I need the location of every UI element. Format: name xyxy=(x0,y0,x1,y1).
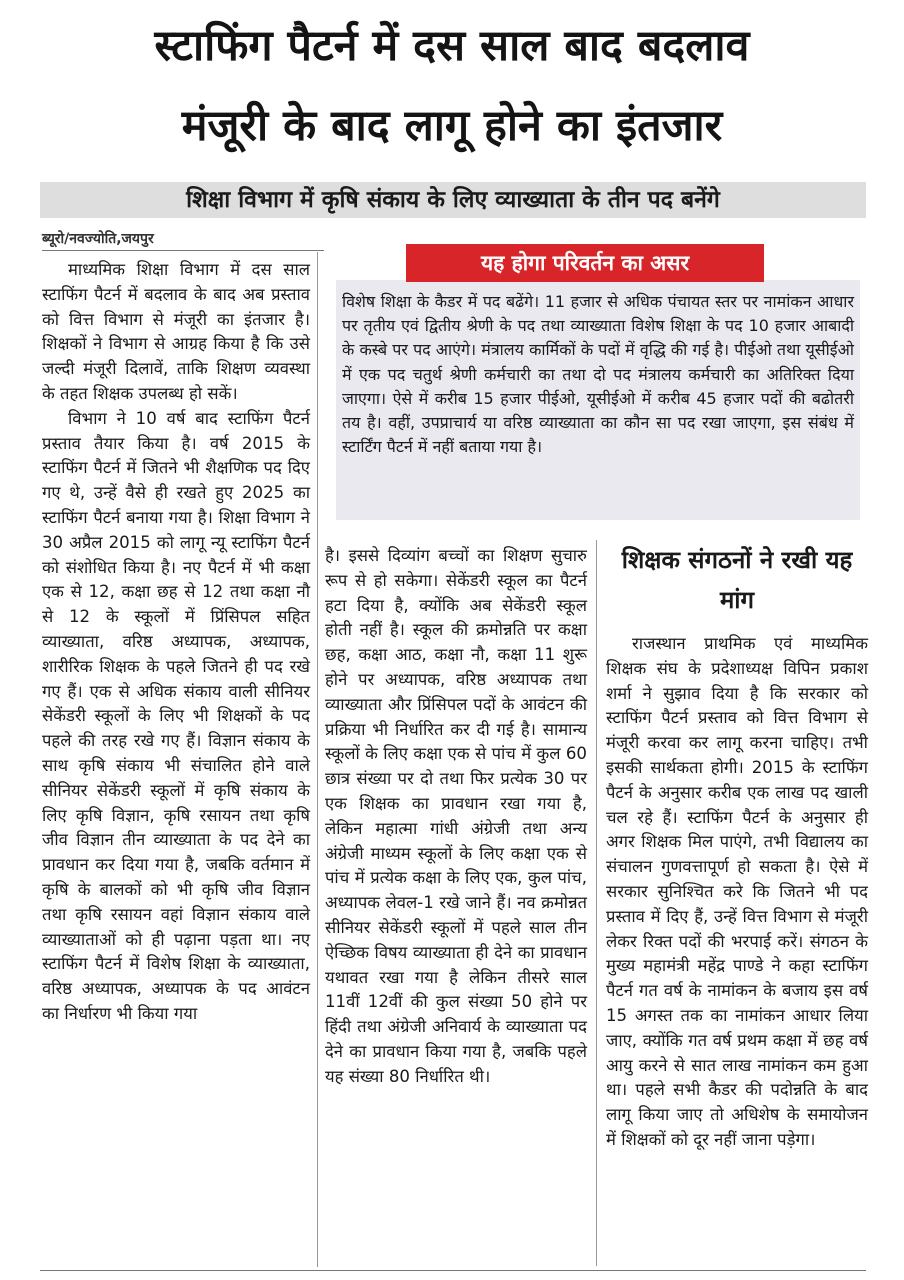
article-column-1 xyxy=(42,258,310,1027)
subheadline-deck: शिक्षा विभाग में कृषि संकाय के लिए व्याख्याता के तीन पद बनेंगे xyxy=(40,182,866,218)
column-2-paragraph: है। इससे दिव्यांग बच्चों का शिक्षण सुचारु रूप से हो सकेगा। सेकेंडरी स्कूल का पैटर्न हटा दिया है, क्योंकि अब सेकेंडरी स्कूल होती नहीं है। स्कूल की क्रमोन्नति पर कक्षा छह, कक्षा आठ, कक्षा नौ, कक्षा 11 शुरू होने पर अध्यापक, वरिष्ठ अध्यापक तथा व्याख्याता और प्रिंसिपल पदों के आवंटन की प्रक्रिया भी निर्धारित कर दी गई है। सामान्य स्कूलों के लिए कक्षा एक से पांच में कुल 60 छात्र संख्या पर दो तथा फिर प्रत्येक 30 पर एक शिक्षक का प्रावधान रखा गया है, लेकिन महात्मा गांधी अंग्रेजी तथा अन्य अंग्रेजी माध्यम स्कूलों के लिए कक्षा एक से पांच में प्रत्येक कक्षा के लिए एक, कुल पांच, अध्यापक लेवल-1 रखे जाने हैं। नव क्रमोन्नत सीनियर सेकेंडरी स्कूलों में पहले साल तीन ऐच्छिक विषय व्याख्याता ही देने का प्रावधान यथावत रखा गया है लेकिन तीसरे साल 11वीं 12वीं की कुल संख्या 50 होने पर हिंदी तथा अंग्रेजी अनिवार्य के व्याख्याता पद देने का प्रावधान किया गया है, जबकि पहले यह संख्या 80 निर्धारित थी। xyxy=(325,546,587,1086)
column-1-paragraph-1: माध्यमिक शिक्षा विभाग में दस साल स्टाफिंग पैटर्न में बदलाव के बाद अब प्रस्ताव को वित्त विभाग से मंजूरी का इंतजार है। शिक्षकों ने विभाग से आग्रह किया है कि उसे जल्दी मंजूरी दिलावें, ताकि शिक्षण व्यवस्था के तहत शिक्षक उपलब्ध हो सकें। xyxy=(42,260,310,403)
effects-box-title: यह होगा परिवर्तन का असर xyxy=(406,244,764,282)
headline-line-1: स्टाफिंग पैटर्न में दस साल बाद बदलाव xyxy=(154,21,750,71)
column-divider-1 xyxy=(317,252,318,1267)
headline-line-2: मंजूरी के बाद लागू होने का इंतजार xyxy=(181,101,723,151)
column-1-paragraph-2: विभाग ने 10 वर्ष बाद स्टाफिंग पैटर्न प्रस्ताव तैयार किया है। वर्ष 2015 के स्टाफिंग पैटर्न में जितने भी शैक्षणिक पद दिए गए थे, उन्हें वैसे ही रखते हुए 2025 का स्टाफिंग पैटर्न बनाया गया है। शिक्षा विभाग ने 30 अप्रैल 2015 को लागू न्यू स्टाफिंग पैटर्न को संशोधित किया है। नए पैटर्न में भी कक्षा एक से 12, कक्षा छह से 12 तथा कक्षा नौ से 12 के स्कूलों में प्रिंसिपल सहित व्याख्याता, वरिष्ठ अध्यापक, अध्यापक, शारीरिक शिक्षक के पहले जितने ही पद रखे गए हैं। एक से अधिक संकाय वाली सीनियर सेकेंडरी स्कूलों के लिए भी शिक्षकों के पद पहले की तरह रखे गए हैं। विज्ञान संकाय के साथ कृषि संकाय भी संचालित होने वाले सीनियर सेकेंडरी स्कूलों में कृषि संकाय के लिए कृषि विज्ञान, कृषि रसायन तथा कृषि जीव विज्ञान तीन व्याख्याता के पद देने का प्रावधान कर दिया गया है, जबकि वर्तमान में कृषि के बालकों को भी कृषि जीव विज्ञान तथा कृषि रसायन वहां विज्ञान संकाय वाले व्याख्याताओं को ही पढ़ाना पड़ता था। नए स्टाफिंग पैटर्न में विशेष शिक्षा के व्याख्याता, वरिष्ठ अध्यापक, अध्यापक के पद आवंटन का निर्धारण भी किया गया xyxy=(42,408,310,1023)
byline-rule xyxy=(42,250,324,251)
article-column-2 xyxy=(325,544,587,1090)
sidebar-column xyxy=(606,632,868,1153)
bottom-rule xyxy=(40,1270,866,1271)
byline: ब्यूरो/नवज्योति,जयपुर xyxy=(42,231,154,247)
effects-box-text: विशेष शिक्षा के कैडर में पद बढेंगे। 11 हजार से अधिक पंचायत स्तर पर नामांकन आधार पर तृतीय एवं द्वितीय श्रेणी के पद तथा व्याख्याता विशेष शिक्षा के पद 10 हजार आबादी के कस्बे पर पद आएंगे। मंत्रालय कार्मिकों के पदों में वृद्धि की गई है। पीईओ तथा यूसीईओ में एक पद चतुर्थ श्रेणी कर्मचारी का तथा दो पद मंत्रालय कर्मचारी का अतिरिक्त दिया जाएगा। ऐसे में करीब 15 हजार पीईओ, यूसीईओ में करीब 45 हजार पदों की बढोतरी तय है। वहीं, उपप्राचार्य या वरिष्ठ व्याख्याता का कौन सा पद रखा जाएगा, इस संबंध में स्टार्टिंग पैटर्न में नहीं बताया गया है। xyxy=(342,292,854,457)
column-divider-2 xyxy=(596,540,597,1266)
sidebar-paragraph: राजस्थान प्राथमिक एवं माध्यमिक शिक्षक संघ के प्रदेशाध्यक्ष विपिन प्रकाश शर्मा ने सुझाव दिया है कि सरकार को स्टाफिंग पैटर्न प्रस्ताव को वित्त विभाग से मंजूरी करवा कर लागू करना चाहिए। तभी इसकी सार्थकता होगी। 2015 के स्टाफिंग पैटर्न के अनुसार करीब एक लाख पद खाली चल रहे हैं। स्टाफिंग पैटर्न के अनुसार ही अगर शिक्षक मिल पाएंगे, तभी विद्यालय का संचालन गुणवत्तापूर्ण हो सकता है। ऐसे में सरकार सुनिश्चित करे कि जितने भी पद प्रस्ताव में दिए हैं, उन्हें वित्त विभाग से मंजूरी लेकर रिक्त पदों की भरपाई करें। संगठन के मुख्य महामंत्री महेंद्र पाण्डे ने कहा स्टाफिंग पैटर्न गत वर्ष के नामांकन के बजाय इस वर्ष 15 अगस्त तक का नामांकन आधार लिया जाए, क्योंकि गत वर्ष प्रथम कक्षा में छह वर्ष आयु करने से सात लाख नामांकन कम हुआ था। पहले सभी कैडर की पदोन्नति के बाद लागू किया जाए तो अधिशेष के समायोजन में शिक्षकों को दूर नहीं जाना पड़ेगा। xyxy=(606,634,868,1149)
sidebar-title: शिक्षक संगठनों ने रखी यह मांग xyxy=(621,546,853,614)
